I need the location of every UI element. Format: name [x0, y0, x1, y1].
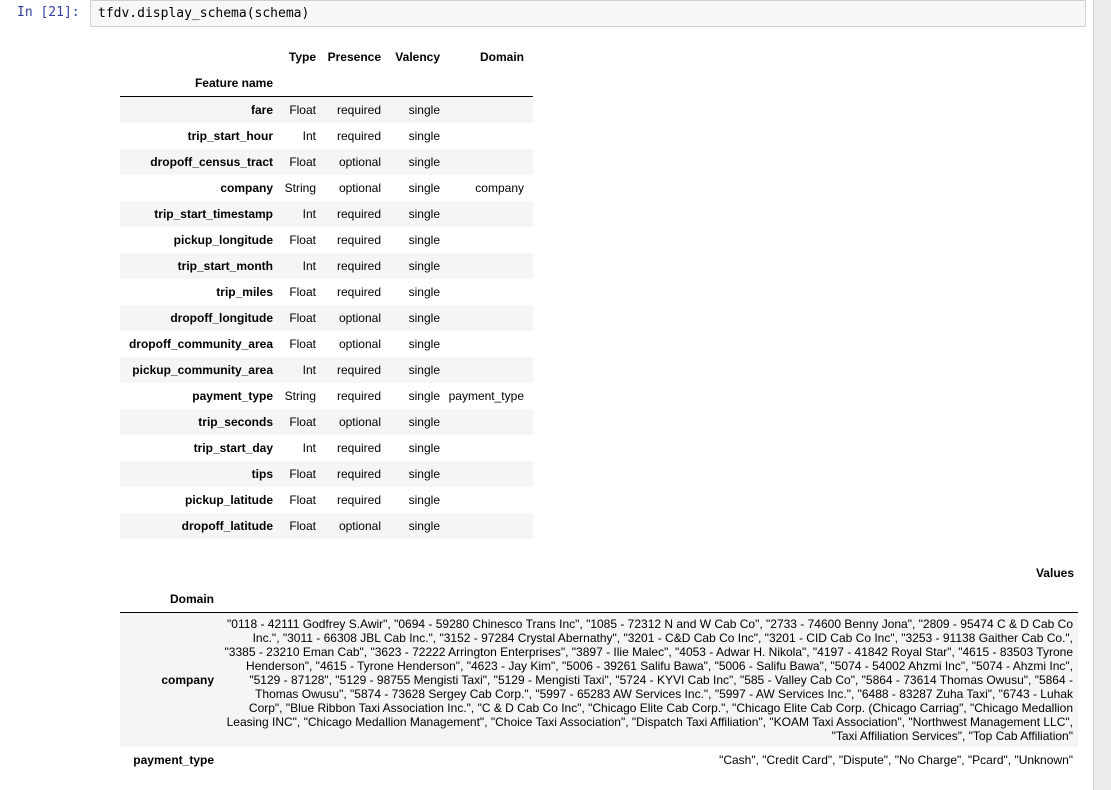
schema-table-row	[120, 513, 533, 539]
valency-cell: single	[408, 389, 440, 403]
domain-cell	[444, 201, 533, 227]
presence-cell: optional	[338, 181, 381, 195]
feature-name-cell: payment_type	[192, 389, 273, 403]
domain-cell	[444, 227, 533, 253]
col-header-presence: Presence	[327, 50, 381, 64]
presence-cell: optional	[338, 519, 381, 533]
presence-cell: required	[336, 207, 381, 221]
valency-cell: single	[408, 181, 440, 195]
presence-cell: optional	[338, 337, 381, 351]
feature-name-cell: dropoff_latitude	[181, 519, 273, 533]
type-cell: Float	[289, 285, 316, 299]
domain-cell	[444, 331, 533, 357]
feature-name-cell: trip_start_hour	[187, 129, 273, 143]
feature-name-cell: trip_start_timestamp	[154, 207, 273, 221]
schema-table-row	[120, 331, 533, 357]
feature-name-cell: trip_start_month	[177, 259, 273, 273]
schema-table-row	[120, 461, 533, 487]
domain-table-header	[120, 560, 1078, 613]
presence-cell: optional	[338, 311, 381, 325]
schema-table-row	[120, 305, 533, 331]
domain-values-table	[120, 560, 1078, 773]
type-cell: Float	[289, 155, 316, 169]
type-cell: Float	[289, 233, 316, 247]
presence-cell: required	[336, 259, 381, 273]
presence-cell: required	[336, 103, 381, 117]
domain-values-cell: "0118 - 42111 Godfrey S.Awir", "0694 - 59280 Chinesco Trans Inc", "1085 - 72312 N and W Cab Co", "2733 - 74600 Benny Jona", "2809 - 95474 C & D Cab Co Inc.", "3011 - 66308 JBL Cab Inc.", "3152 - 97284 Crystal Abernathy", "3201 - C&D Cab Co Inc", "3201 - CID Cab Co Inc", "3253 - 91138 Gaither Cab Co.", "3385 - 23210 Eman Cab", "3623 - 72222 Arrington Enterprises", "3897 - Ilie Malec", "4053 - Adwar H. Nikola", "4197 - 41842 Royal Star", "4615 - 83503 Tyrone Henderson", "4615 - Tyrone Henderson", "4623 - Jay Kim", "5006 - 39261 Salifu Bawa", "5006 - Salifu Bawa", "5074 - 54002 Ahzmi Inc", "5074 - Ahzmi Inc", "5129 - 87128", "5129 - 98755 Mengisti Taxi", "5129 - Mengisti Taxi", "5724 - KYVI Cab Inc", "585 - Valley Cab Co", "5864 - 73614 Thomas Owusu", "5864 - Thomas Owusu", "5874 - 73628 Sergey Cab Corp.", "5997 - 65283 AW Services Inc.", "5997 - AW Services Inc.", "6488 - 83287 Zuha Taxi", "6743 - Luhak Corp", "Blue Ribbon Taxi Association Inc.", "C & D Cab Co Inc", "Chicago Elite Cab Corp.", "Chicago Elite Cab Corp. (Chicago Carriag", "Chicago Medallion Leasing INC", "Chicago Medallion Management", "Choice Taxi Association", "Dispatch Taxi Affiliation", "KOAM Taxi Association", "Northwest Management LLC", "Taxi Affiliation Services", "Top Cab Affiliation"	[224, 617, 1073, 743]
domain-cell	[444, 435, 533, 461]
domain-name-cell: payment_type	[133, 753, 214, 767]
index-spacer-cell	[120, 560, 218, 586]
schema-table-row	[120, 253, 533, 279]
feature-name-cell: pickup_community_area	[132, 363, 273, 377]
valency-cell: single	[408, 233, 440, 247]
valency-cell: single	[408, 363, 440, 377]
valency-cell: single	[408, 337, 440, 351]
feature-name-cell: company	[220, 181, 273, 195]
domain-cell: payment_type	[448, 389, 524, 403]
valency-cell: single	[408, 415, 440, 429]
presence-cell: optional	[338, 415, 381, 429]
presence-cell: required	[336, 233, 381, 247]
schema-table-row	[120, 123, 533, 149]
type-cell: Int	[302, 207, 316, 221]
col-header-values: Values	[1035, 566, 1074, 580]
index-name-label: Domain	[169, 592, 214, 606]
domain-table-body	[120, 613, 1078, 774]
domain-table-row	[120, 747, 1078, 773]
schema-table-body	[120, 97, 533, 540]
schema-table-row	[120, 383, 533, 409]
domain-name-cell: company	[161, 673, 214, 687]
domain-table-row	[120, 613, 1078, 748]
domain-cell	[444, 357, 533, 383]
domain-cell	[444, 305, 533, 331]
domain-values-cell: "Cash", "Credit Card", "Dispute", "No Charge", "Pcard", "Unknown"	[719, 753, 1073, 767]
type-cell: Int	[302, 259, 316, 273]
col-header-type: Type	[288, 50, 316, 64]
schema-table-row	[120, 435, 533, 461]
domain-cell	[444, 97, 533, 124]
valency-cell: single	[408, 311, 440, 325]
schema-table-row	[120, 409, 533, 435]
domain-cell	[444, 409, 533, 435]
domain-cell	[444, 123, 533, 149]
feature-name-cell: pickup_latitude	[184, 493, 273, 507]
col-header-domain: Domain	[479, 50, 524, 64]
index-name-label: Feature name	[194, 76, 273, 90]
schema-header-row-columns	[120, 44, 533, 70]
type-cell: Float	[289, 467, 316, 481]
presence-cell: required	[336, 441, 381, 455]
type-cell: String	[284, 181, 316, 195]
domain-cell	[444, 461, 533, 487]
schema-table-row	[120, 357, 533, 383]
domain-header-row-index	[120, 586, 1078, 613]
valency-cell: single	[408, 441, 440, 455]
valency-cell: single	[408, 259, 440, 273]
domain-cell	[444, 487, 533, 513]
schema-table-header	[120, 44, 533, 97]
col-header-valency: Valency	[395, 50, 440, 64]
schema-table	[120, 44, 533, 539]
presence-cell: optional	[338, 155, 381, 169]
index-spacer-cell	[120, 44, 277, 70]
domain-header-row-columns	[120, 560, 1078, 586]
presence-cell: required	[336, 493, 381, 507]
presence-cell: required	[336, 285, 381, 299]
input-prompt: In [21]:	[17, 5, 80, 20]
feature-name-cell: pickup_longitude	[173, 233, 273, 247]
schema-table-row	[120, 487, 533, 513]
valency-cell: single	[408, 207, 440, 221]
schema-table-row	[120, 175, 533, 201]
type-cell: Float	[289, 337, 316, 351]
type-cell: Int	[302, 129, 316, 143]
feature-name-cell: trip_seconds	[198, 415, 273, 429]
presence-cell: required	[336, 389, 381, 403]
type-cell: Float	[289, 311, 316, 325]
valency-cell: single	[408, 129, 440, 143]
feature-name-cell: trip_start_day	[193, 441, 273, 455]
feature-name-cell: trip_miles	[216, 285, 273, 299]
valency-cell: single	[408, 467, 440, 481]
schema-table-row	[120, 279, 533, 305]
schema-table-row	[120, 97, 533, 124]
valency-cell: single	[408, 493, 440, 507]
presence-cell: required	[336, 467, 381, 481]
schema-table-row	[120, 227, 533, 253]
vertical-scrollbar[interactable]	[1093, 0, 1111, 790]
presence-cell: required	[336, 129, 381, 143]
type-cell: Int	[302, 441, 316, 455]
valency-cell: single	[408, 519, 440, 533]
feature-name-cell: dropoff_longitude	[170, 311, 273, 325]
schema-table-row	[120, 201, 533, 227]
valency-cell: single	[408, 285, 440, 299]
domain-cell	[444, 149, 533, 175]
valency-cell: single	[408, 103, 440, 117]
feature-name-cell: dropoff_census_tract	[150, 155, 273, 169]
type-cell: Float	[289, 415, 316, 429]
domain-cell	[444, 253, 533, 279]
schema-header-row-index	[120, 70, 533, 97]
type-cell: String	[284, 389, 316, 403]
code-text: tfdv.display_schema(schema)	[98, 6, 310, 21]
domain-cell	[444, 513, 533, 539]
type-cell: Int	[302, 363, 316, 377]
feature-name-cell: dropoff_community_area	[128, 337, 273, 351]
domain-cell	[444, 279, 533, 305]
feature-name-cell: tips	[251, 467, 273, 481]
domain-cell: company	[475, 181, 524, 195]
presence-cell: required	[336, 363, 381, 377]
feature-name-cell: fare	[250, 103, 273, 117]
schema-table-row	[120, 149, 533, 175]
code-editor[interactable]	[90, 0, 1086, 27]
valency-cell: single	[408, 155, 440, 169]
type-cell: Float	[289, 519, 316, 533]
type-cell: Float	[289, 103, 316, 117]
type-cell: Float	[289, 493, 316, 507]
